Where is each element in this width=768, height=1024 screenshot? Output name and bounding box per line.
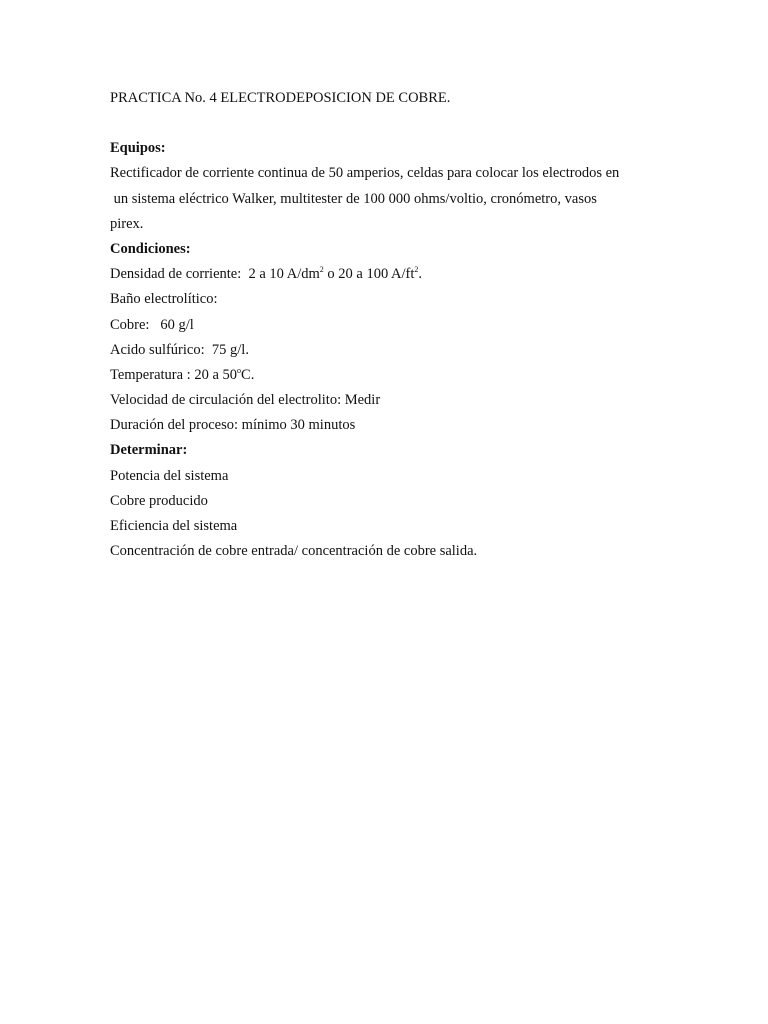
document-title: PRACTICA No. 4 ELECTRODEPOSICION DE COBRE. bbox=[110, 90, 451, 106]
densidad-prefix: Densidad de corriente: 2 a 10 A/dm bbox=[110, 266, 320, 283]
densidad-sup-2: 2 bbox=[414, 265, 419, 275]
temperatura-suffix: C. bbox=[241, 366, 255, 383]
acido-sulfurico-line: Acido sulfúrico: 75 g/l. bbox=[110, 341, 249, 358]
densidad-middle: o 20 a 100 A/ft bbox=[323, 266, 415, 283]
temperatura-sup: o bbox=[237, 365, 242, 375]
determinar-item-potencia: Potencia del sistema bbox=[110, 467, 229, 484]
equipos-line-2: un sistema eléctrico Walker, multitester de 100 000 ohms/voltio, cronómetro, vasos bbox=[110, 190, 597, 207]
condiciones-heading: Condiciones: bbox=[110, 240, 191, 257]
cobre-line: Cobre: 60 g/l bbox=[110, 316, 194, 333]
densidad-corriente-line bbox=[110, 262, 710, 287]
densidad-sup-1: 2 bbox=[319, 265, 324, 275]
equipos-heading: Equipos: bbox=[110, 140, 166, 157]
bano-electrolitico-line: Baño electrolítico: bbox=[110, 291, 218, 308]
determinar-heading: Determinar: bbox=[110, 442, 188, 459]
duracion-line: Duración del proceso: mínimo 30 minutos bbox=[110, 417, 356, 434]
densidad-suffix: . bbox=[418, 266, 423, 283]
equipos-line-1: Rectificador de corriente continua de 50 amperios, celdas para colocar los electrodos en bbox=[110, 165, 620, 182]
determinar-item-cobre: Cobre producido bbox=[110, 492, 208, 509]
determinar-item-concentracion: Concentración de cobre entrada/ concentración de cobre salida. bbox=[110, 543, 478, 560]
velocidad-line: Velocidad de circulación del electrolito: Medir bbox=[110, 392, 381, 409]
document-page bbox=[110, 86, 710, 564]
equipos-line-3: pirex. bbox=[110, 215, 144, 232]
temperatura-line bbox=[110, 363, 710, 388]
determinar-item-eficiencia: Eficiencia del sistema bbox=[110, 518, 238, 534]
temperatura-prefix: Temperatura : 20 a 50 bbox=[110, 366, 238, 383]
